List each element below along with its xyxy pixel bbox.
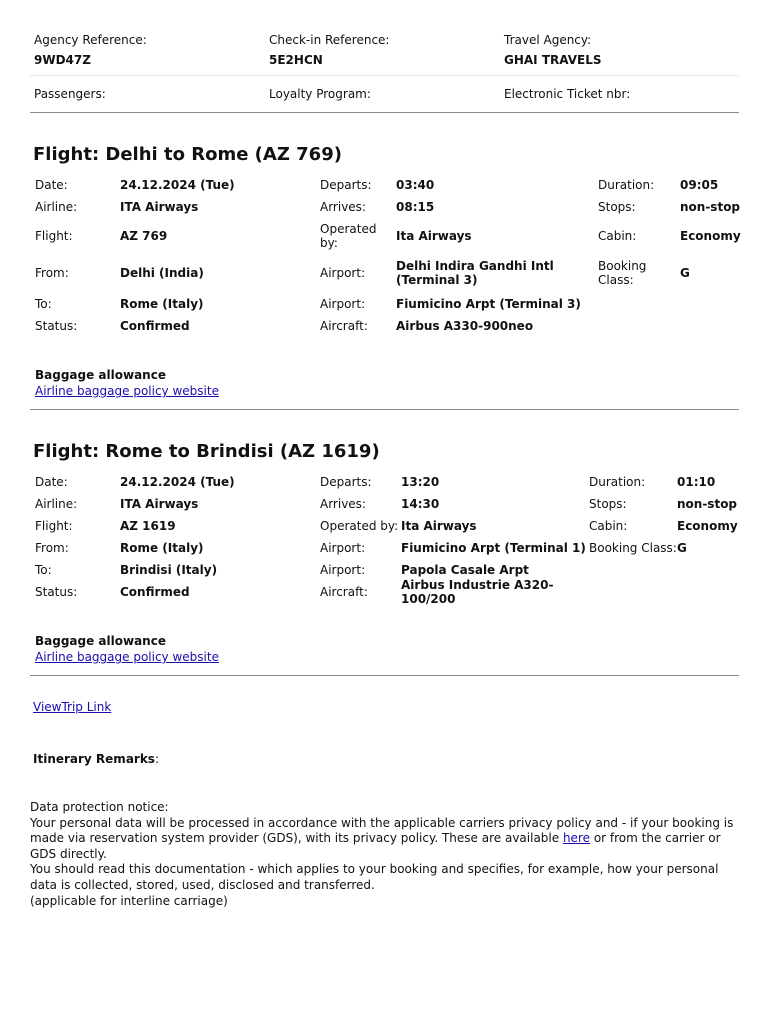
operated-by-label: Operated by: (320, 519, 399, 533)
notice-title: Data protection notice: (30, 800, 169, 814)
arrival-airport-label: Airport: (320, 297, 366, 311)
cabin-value: Economy (680, 228, 741, 243)
electronic-ticket-label: Electronic Ticket nbr: (504, 87, 631, 101)
arrives-value: 08:15 (396, 200, 435, 214)
arrival-airport-value: Papola Casale Arpt (401, 563, 529, 577)
date-label: Date: (35, 475, 68, 489)
operated-by-value: Ita Airways (396, 228, 472, 243)
stops-label: Stops: (598, 200, 636, 214)
travel-agency (500, 26, 739, 68)
duration-label: Duration: (598, 178, 655, 192)
departs-label: Departs: (320, 475, 372, 489)
from-value: Rome (Italy) (120, 541, 204, 555)
arrival-airport-value: Fiumicino Arpt (Terminal 3) (396, 297, 581, 311)
aircraft-label: Aircraft: (320, 585, 368, 599)
departs-value: 03:40 (396, 178, 435, 192)
arrives-label: Arrives: (320, 497, 366, 511)
flight-segment-2 (30, 441, 739, 665)
flight-divider (30, 409, 739, 410)
itinerary-remarks-colon: : (154, 752, 159, 766)
passengers-label: Passengers: (34, 87, 106, 101)
notice-paragraph-2: You should read this documentation - which applies to your booking and specifies, for example, how your personal data is collected, stored, used, disclosed and transferred. (30, 862, 719, 892)
from-value: Delhi (India) (120, 266, 204, 280)
date-value: 24.12.2024 (Tue) (120, 475, 235, 489)
from-label: From: (35, 266, 69, 280)
status-value: Confirmed (120, 319, 190, 333)
checkin-reference-label: Check-in Reference: (269, 33, 390, 47)
viewtrip-link[interactable]: ViewTrip Link (33, 700, 112, 714)
departs-value: 13:20 (401, 475, 440, 489)
notice-paragraph-1 (30, 816, 739, 863)
booking-class-value: G (677, 541, 687, 555)
travel-agency-label: Travel Agency: (504, 33, 592, 47)
from-label: From: (35, 541, 69, 555)
baggage-allowance (30, 367, 739, 399)
flight-number-value: AZ 1619 (120, 519, 176, 533)
to-label: To: (35, 563, 52, 577)
flight-divider (30, 675, 739, 676)
itinerary-remarks-label: Itinerary Remarks (33, 752, 155, 766)
airline-label: Airline: (35, 200, 78, 214)
privacy-here-link[interactable]: here (562, 831, 590, 846)
to-label: To: (35, 297, 52, 311)
airline-label: Airline: (35, 497, 78, 511)
duration-value: 01:10 (677, 475, 716, 489)
flight-segment-1 (30, 144, 739, 399)
departure-airport-value: Delhi Indira Gandhi Intl (Terminal 3) (396, 259, 554, 287)
data-protection-notice (30, 800, 739, 909)
aircraft-label: Aircraft: (320, 319, 368, 333)
to-value: Rome (Italy) (120, 297, 204, 311)
stops-label: Stops: (589, 497, 627, 511)
departure-airport-label: Airport: (320, 541, 366, 555)
baggage-allowance (30, 633, 739, 665)
status-label: Status: (35, 585, 78, 599)
booking-class-label: Booking Class: (598, 259, 647, 287)
passenger-row (30, 76, 739, 113)
baggage-policy-link[interactable]: Airline baggage policy website (35, 384, 219, 398)
checkin-reference (265, 26, 500, 68)
checkin-reference-value: 5E2HCN (269, 53, 323, 67)
flight-number-value: AZ 769 (120, 228, 168, 243)
booking-class-label: Booking Class: (589, 541, 677, 555)
notice-paragraph-3: (applicable for interline carriage) (30, 893, 228, 908)
stops-value: non-stop (680, 200, 741, 214)
flight-title: Flight: Rome to Brindisi (AZ 1619) (33, 441, 380, 462)
travel-agency-value: GHAI TRAVELS (504, 53, 602, 67)
loyalty-program-label: Loyalty Program: (269, 87, 371, 101)
date-value: 24.12.2024 (Tue) (120, 178, 235, 192)
cabin-value: Economy (677, 519, 738, 533)
itinerary-remarks (33, 752, 159, 766)
baggage-allowance-title: Baggage allowance (35, 368, 166, 382)
cabin-label: Cabin: (589, 519, 628, 533)
aircraft-value: Airbus Industrie A320-100/200 (401, 578, 554, 606)
cabin-label: Cabin: (598, 228, 637, 243)
agency-reference-value: 9WD47Z (34, 53, 91, 67)
reference-row (30, 26, 739, 76)
baggage-allowance-title: Baggage allowance (35, 634, 166, 648)
duration-value: 09:05 (680, 178, 719, 192)
baggage-policy-link[interactable]: Airline baggage policy website (35, 650, 219, 664)
flight-label: Flight: (35, 519, 73, 533)
arrives-label: Arrives: (320, 200, 366, 214)
booking-class-value: G (680, 266, 690, 280)
aircraft-value: Airbus A330-900neo (396, 319, 534, 333)
notice-text: Your personal data will be processed in accordance with the applicable carriers privacy policy and - if your booking is made via reservation system provider (GDS), with its privacy policy. These are available (30, 815, 734, 846)
agency-reference-label: Agency Reference: (34, 33, 147, 47)
stops-value: non-stop (677, 497, 738, 511)
booking-header (30, 26, 739, 113)
airline-value: ITA Airways (120, 200, 199, 214)
status-value: Confirmed (120, 585, 190, 599)
arrival-airport-label: Airport: (320, 563, 366, 577)
airline-value: ITA Airways (120, 497, 199, 511)
departs-label: Departs: (320, 178, 372, 192)
departure-airport-value: Fiumicino Arpt (Terminal 1) (401, 541, 586, 555)
status-label: Status: (35, 319, 78, 333)
agency-reference (30, 26, 265, 68)
to-value: Brindisi (Italy) (120, 563, 218, 577)
flight-details-grid (30, 174, 739, 337)
arrives-value: 14:30 (401, 497, 440, 511)
operated-by-value: Ita Airways (401, 519, 477, 533)
notice-text-end: or from the carrier or GDS directly. (30, 831, 721, 861)
duration-label: Duration: (589, 475, 646, 489)
flight-details-grid (30, 471, 739, 606)
flight-label: Flight: (35, 228, 73, 243)
flight-title: Flight: Delhi to Rome (AZ 769) (33, 144, 342, 165)
operated-by-label: Operated by: (320, 221, 377, 250)
departure-airport-label: Airport: (320, 266, 366, 280)
date-label: Date: (35, 178, 68, 192)
